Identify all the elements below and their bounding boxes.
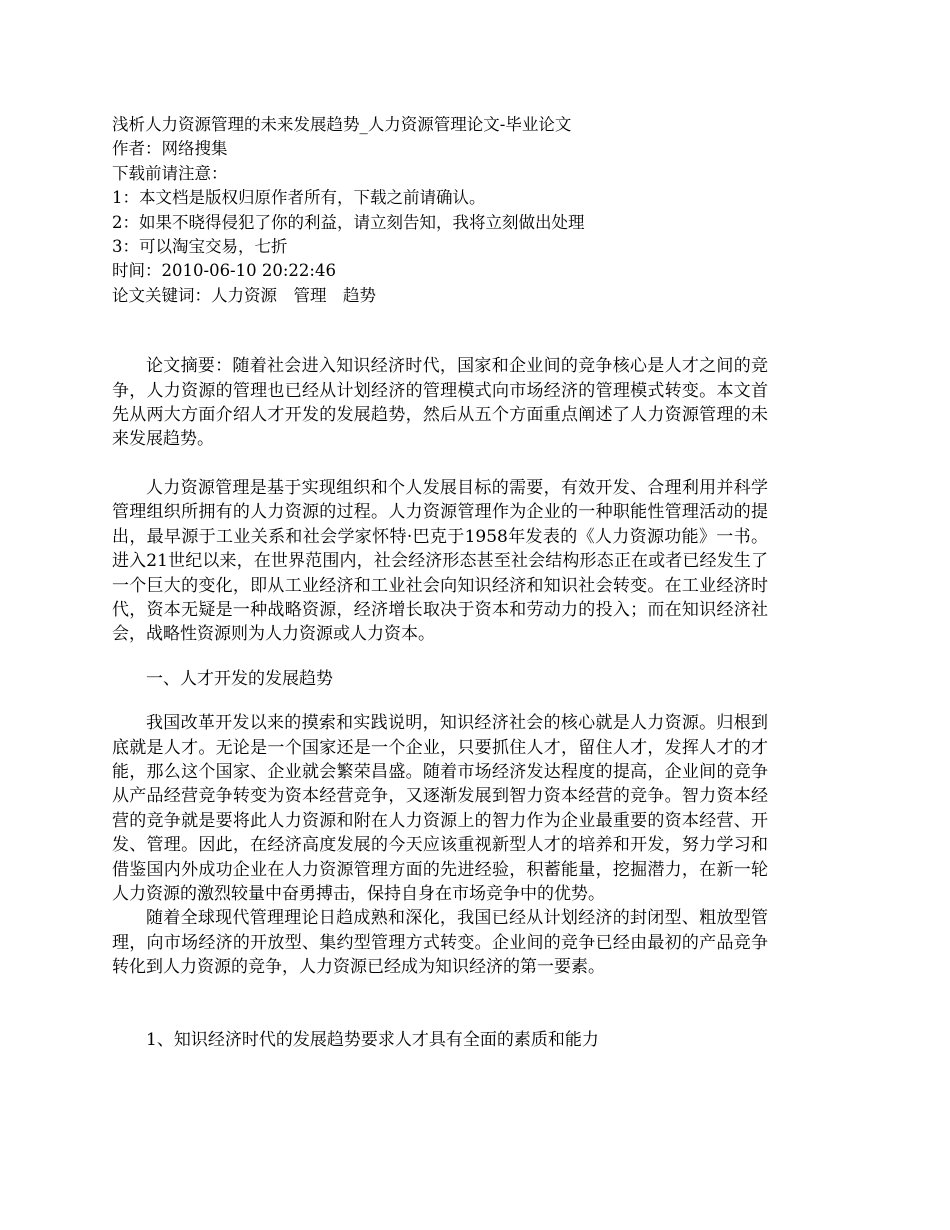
document-title: 浅析人力资源管理的未来发展趋势_人力资源管理论文-毕业论文: [112, 115, 572, 134]
section-1-paragraph-2: 随着全球现代管理理论日趋成熟和深化，我国已经从计划经济的封闭型、粗放型管理，向市场经济的开放型、集约型管理方式转变。企业间的竞争已经由最初的产品竞争转化到人力资源的竞争，人力资源已经成为知识经济的第一要素。: [112, 908, 768, 978]
keywords-line: 论文关键词：人力资源 管理 趋势: [112, 285, 376, 305]
subsection-1-heading: 1、知识经济时代的发展趋势要求人才具有全面的素质和能力: [146, 1029, 599, 1050]
notice-item-1: 1：本文档是版权归原作者所有，下载之前请确认。: [112, 188, 486, 208]
section-1-paragraph-1: 我国改革开发以来的摸索和实践说明，知识经济社会的核心就是人力资源。归根到底就是人才。无论是一个国家还是一个企业，只要抓住人才，留住人才，发挥人才的才能，那么这个国家、企业就会繁荣昌盛。随着市场经济发达程度的提高，企业间的竞争从产品经营竞争转变为资本经营竞争，又逐渐发展到智力资本经营的竞争。智力资本经营的竞争就是要将此人力资源和附在人力资源上的智力作为企业最重要的资本经营、开发、管理。因此，在经济高度发展的今天应该重视新型人才的培养和开发，努力学习和借鉴国内外成功企业在人力资源管理方面的先进经验，积蓄能量，挖掘潜力，在新一轮人力资源的激烈较量中奋勇搏击，保持自身在市场竞争中的优势。: [112, 713, 768, 904]
spacer: [112, 647, 768, 667]
spacer: [112, 980, 768, 1028]
spacer: [112, 452, 768, 476]
spacer: [112, 691, 768, 711]
abstract-paragraph: 论文摘要：随着社会进入知识经济时代，国家和企业间的竞争核心是人才之间的竞争，人力资源的管理也已经从计划经济的管理模式向市场经济的管理模式转变。本文首先从两大方面介绍人才开发的发展趋势，然后从五个方面重点阐述了人力资源管理的未来发展趋势。: [112, 356, 768, 450]
spacer: [112, 308, 768, 354]
timestamp-line: 时间：2010-06-10 20:22:46: [112, 261, 336, 281]
notice-title: 下载前请注意：: [112, 163, 228, 183]
notice-item-2: 2：如果不晓得侵犯了你的利益，请立刻告知，我将立刻做出处理: [112, 212, 585, 232]
author-line: 作者：网络搜集: [112, 139, 228, 159]
notice-item-3: 3：可以淘宝交易，七折: [112, 237, 288, 257]
document-page: [112, 113, 768, 1052]
section-1-heading: 一、人才开发的发展趋势: [146, 668, 333, 689]
intro-paragraph: 人力资源管理是基于实现组织和个人发展目标的需要，有效开发、合理利用并科学管理组织所拥有的人力资源的过程。人力资源管理作为企业的一种职能性管理活动的提出，最早源于工业关系和社会学家怀特·巴克于1958年发表的《人力资源功能》一书。进入21世纪以来，在世界范围内，社会经济形态甚至社会结构形态正在或者已经发生了一个巨大的变化，即从工业经济和工业社会向知识经济和知识社会转变。在工业经济时代，资本无疑是一种战略资源，经济增长取决于资本和劳动力的投入；而在知识经济社会，战略性资源则为人力资源或人力资本。: [112, 477, 768, 645]
